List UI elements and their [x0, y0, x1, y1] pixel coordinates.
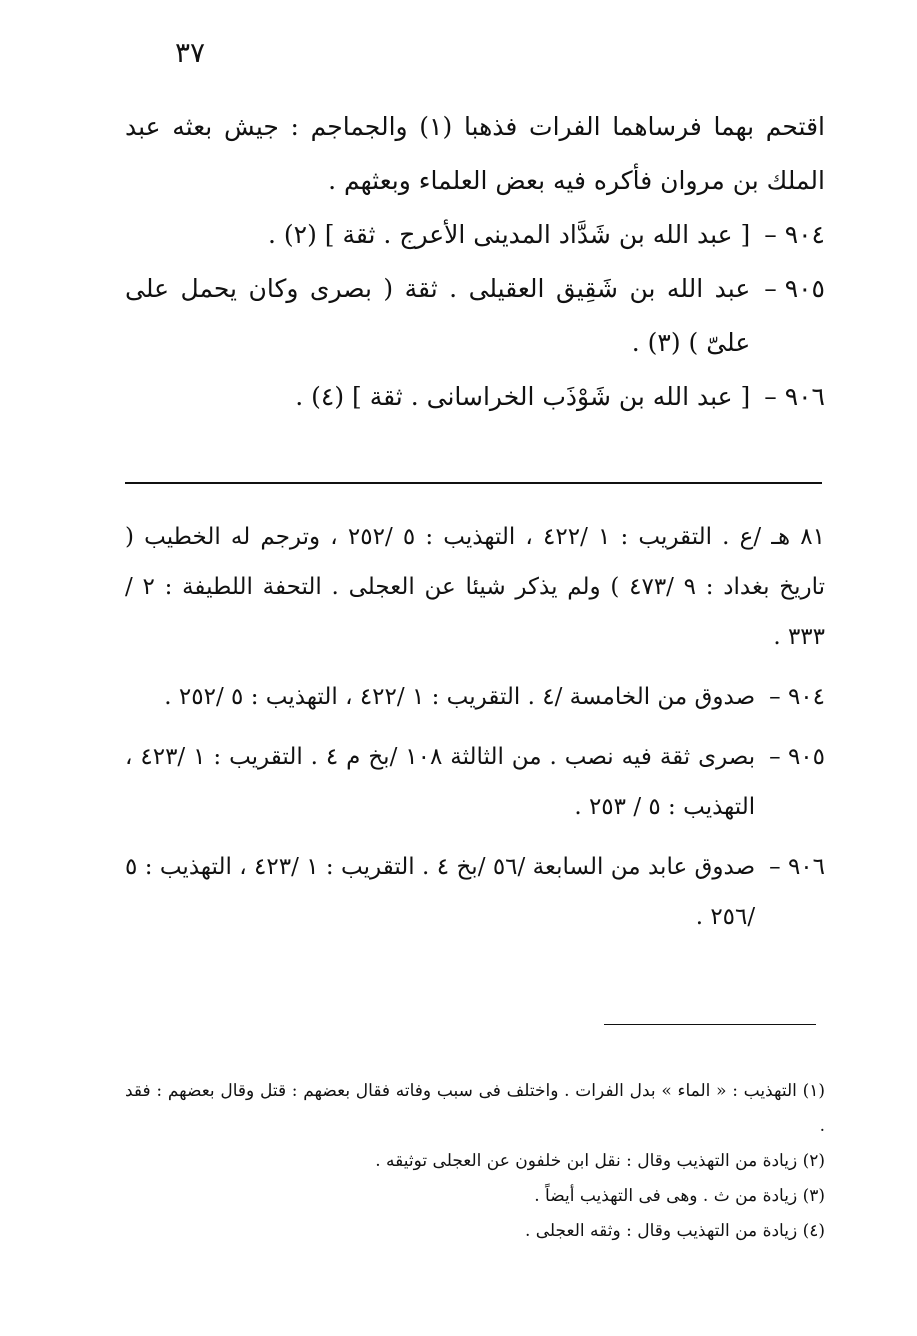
opening-paragraph: اقتحم بهما فرساهما الفرات فذهبا (١) والجماجم : جيش بعثه عبد الملك بن مروان فأكره فيه بعض العلماء وبعثهم .: [125, 112, 825, 195]
note-entry-text: بصرى ثقة فيه نصب . من الثالثة ١٠٨ /بخ م ٤ . التقريب : ١ /٤٢٣ ، التهذيب : ٥ / ٢٥٣ .: [125, 744, 756, 820]
notes-section: [125, 512, 825, 952]
note-entry-906: [125, 842, 825, 942]
entry-text: [ عبد الله بن شَوْذَب الخراسانى . ثقة ] (٤) .: [295, 382, 751, 411]
note-entry-text: صدوق من الخامسة /٤ . التقريب : ١ /٤٢٢ ، التهذيب : ٥ /٢٥٢ .: [164, 684, 756, 710]
entry-number: ٩٠٦ –: [764, 382, 825, 411]
entry-number: ٩٠٥ –: [764, 274, 825, 303]
note-entry-number: ٩٠٥ –: [769, 744, 825, 770]
main-text: [125, 100, 825, 424]
entry-text: [ عبد الله بن شَدَّاد المدينى الأعرج . ثقة ] (٢) .: [267, 220, 751, 249]
notes-continuation: ٨١ هـ /ع . التقريب : ١ /٤٢٢ ، التهذيب : ٥ /٢٥٢ ، وترجم له الخطيب ( تاريخ بغداد : ٩ /٤٧٣ ) ولم يذكر شيئا عن العجلى . التحفة اللطيفة : ٢ / ٣٣٣ .: [125, 524, 826, 650]
page-number: ٣٧: [174, 36, 206, 69]
note-entry-text: صدوق عابد من السابعة /٥٦ /بخ ٤ . التقريب : ١ /٤٢٣ ، التهذيب : ٥ /٢٥٦ .: [125, 854, 756, 930]
entry-904: [125, 208, 825, 262]
footnote-2: (٢) زيادة من التهذيب وقال : نقل ابن خلفون عن العجلى توثيقه .: [375, 1151, 825, 1171]
footnote-1: (١) التهذيب : « الماء » بدل الفرات . واختلف فى سبب وفاته فقال بعضهم : قتل وقال بعضهم : فقد .: [125, 1081, 825, 1136]
note-entry-904: [125, 672, 825, 722]
footnotes: [125, 1074, 825, 1249]
note-entry-905: [125, 732, 825, 832]
entry-905: [125, 262, 825, 370]
note-entry-number: ٩٠٤ –: [769, 684, 825, 710]
footnote-4: (٤) زيادة من التهذيب وقال : وثقه العجلى .: [524, 1221, 825, 1241]
note-entry-number: ٩٠٦ –: [769, 854, 825, 880]
section-divider: [125, 482, 822, 484]
entry-text: عبد الله بن شَقِيق العقيلى . ثقة ( بصرى وكان يحمل على علىّ ) (٣) .: [125, 274, 751, 357]
entry-906: [125, 370, 825, 424]
footnote-divider: [604, 1024, 816, 1025]
entry-number: ٩٠٤ –: [764, 220, 825, 249]
footnote-3: (٣) زيادة من ث . وهى فى التهذيب أيضاً .: [534, 1186, 825, 1206]
